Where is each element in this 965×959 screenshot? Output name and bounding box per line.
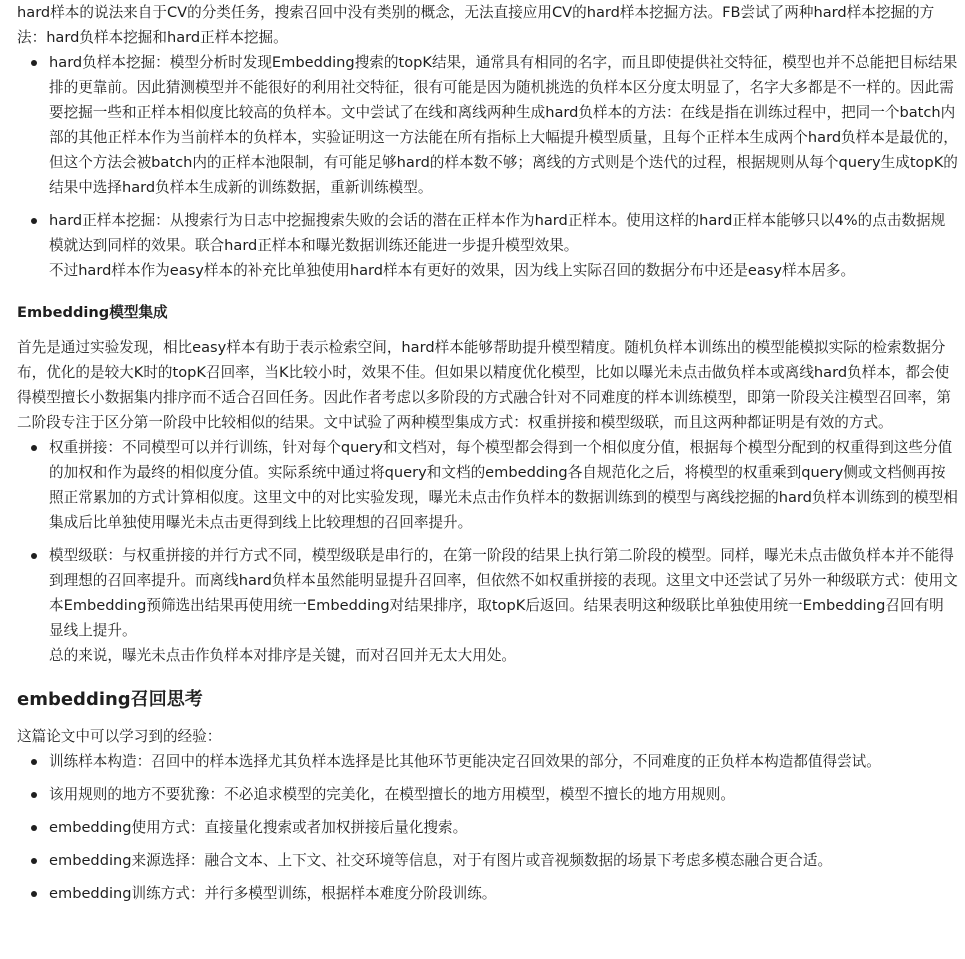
list-item: [17, 815, 958, 840]
section-heading-thoughts: embedding召回思考: [17, 689, 203, 710]
list-item-text: 权重拼接：不同模型可以并行训练，针对每个query和文档对，每个模型都会得到一个相似度分值，根据每个模型分配到的权重得到这些分值的加权和作为最终的相似度分值。实际系统中通过将query和文档的embedding各自规范化之后，将模型的权重乘到query侧或文档侧再按照正常累加的方式计算相似度。这里文中的对比实验发现，曝光未点击作负样本的数据训练到的模型与离线挖掘的hard负样本训练到的模型相集成后比单独使用曝光未点击更得到线上比较理想的召回率提升。: [49, 439, 958, 531]
list-item-text: embedding训练方式：并行多模型训练，根据样本难度分阶段训练。: [49, 885, 497, 902]
list-item: [17, 881, 958, 906]
mining-note: 不过hard样本作为easy样本的补充比单独使用hard样本有更好的效果，因为线上实际召回的数据分布中还是easy样本居多。: [49, 262, 856, 279]
list-item-text: 该用规则的地方不要犹豫：不必追求模型的完美化，在模型擅长的地方用模型，模型不擅长的地方用规则。: [49, 786, 735, 803]
list-item-text: 训练样本构造：召回中的样本选择尤其负样本选择是比其他环节更能决定召回效果的部分，不同难度的正负样本构造都值得尝试。: [49, 753, 881, 770]
list-item-text: hard正样本挖掘：从搜索行为日志中挖掘搜索失败的会话的潜在正样本作为hard正样本。使用这样的hard正样本能够只以4%的点击数据规模就达到同样的效果。联合hard正样本和曝光数据训练还能进一步提升模型效果。: [49, 212, 946, 254]
hard-mining-list: [17, 50, 958, 283]
list-item: [17, 50, 958, 200]
intro-paragraph: hard样本的说法来自于CV的分类任务，搜索召回中没有类别的概念，无法直接应用CV的hard样本挖掘方法。FB尝试了两种hard样本挖掘的方法：hard负样本挖掘和hard正样本挖掘。: [17, 4, 935, 46]
list-item: [17, 848, 958, 873]
ensemble-intro-paragraph: 首先是通过实验发现，相比easy样本有助于表示检索空间，hard样本能够帮助提升模型精度。随机负样本训练出的模型能模拟实际的检索数据分布，优化的是较大K时的topK召回率，当K比较小时，效果不佳。但如果以精度优化模型，比如以曝光未点击做负样本或离线hard负样本，都会使得模型擅长小数据集内排序而不适合召回任务。因此作者考虑以多阶段的方式融合针对不同难度的样本训练模型，即第一阶段关注模型召回率，第二阶段专注于区分第一阶段中比较相似的结果。文中试验了两种模型集成方式：权重拼接和模型级联，而且这两种都证明是有效的方式。: [17, 339, 952, 431]
list-item-text: 模型级联：与权重拼接的并行方式不同，模型级联是串行的，在第一阶段的结果上执行第二阶段的模型。同样，曝光未点击做负样本并不能得到理想的召回率提升。而离线hard负样本虽然能明显提升召回率，但依然不如权重拼接的表现。这里文中还尝试了另外一种级联方式：使用文本Embedding预筛选出结果再使用统一Embedding对结果排序，取topK后返回。结果表明这种级联比单独使用统一Embedding召回有明显线上提升。: [49, 547, 958, 639]
section-heading-ensemble: Embedding模型集成: [17, 304, 168, 321]
ensemble-list: [17, 435, 958, 668]
list-item-text: hard负样本挖掘：模型分析时发现Embedding搜索的topK结果，通常具有相同的名字，而且即使提供社交特征，模型也并不总能把目标结果排的更靠前。因此猜测模型并不能很好的利用社交特征，很有可能是因为随机挑选的负样本区分度太明显了，名字大多都是不一样的。因此需要挖掘一些和正样本相似度比较高的负样本。文中尝试了在线和离线两种生成hard负样本的方法：在线是指在训练过程中，把同一个batch内部的其他正样本作为当前样本的负样本，实验证明这一方法能在所有指标上大幅提升模型质量，且每个正样本生成两个hard负样本是最优的，但这个方法会被batch内的正样本池限制，有可能足够hard的样本数不够；离线的方式则是个迭代的过程，根据规则从每个query生成topK的结果中选择hard负样本生成新的训练数据，重新训练模型。: [49, 54, 958, 196]
list-item: [17, 749, 958, 774]
thoughts-list: [17, 749, 958, 906]
list-item: [17, 435, 958, 535]
thoughts-intro: 这篇论文中可以学习到的经验：: [17, 728, 222, 745]
list-item-text: embedding来源选择：融合文本、上下文、社交环境等信息，对于有图片或音视频数据的场景下考虑多模态融合更合适。: [49, 852, 833, 869]
list-item: [17, 782, 958, 807]
ensemble-note: 总的来说，曝光未点击作负样本对排序是关键，而对召回并无太大用处。: [49, 647, 517, 664]
list-item: [17, 543, 958, 668]
list-item: [17, 208, 958, 283]
list-item-text: embedding使用方式：直接量化搜索或者加权拼接后量化搜索。: [49, 819, 468, 836]
